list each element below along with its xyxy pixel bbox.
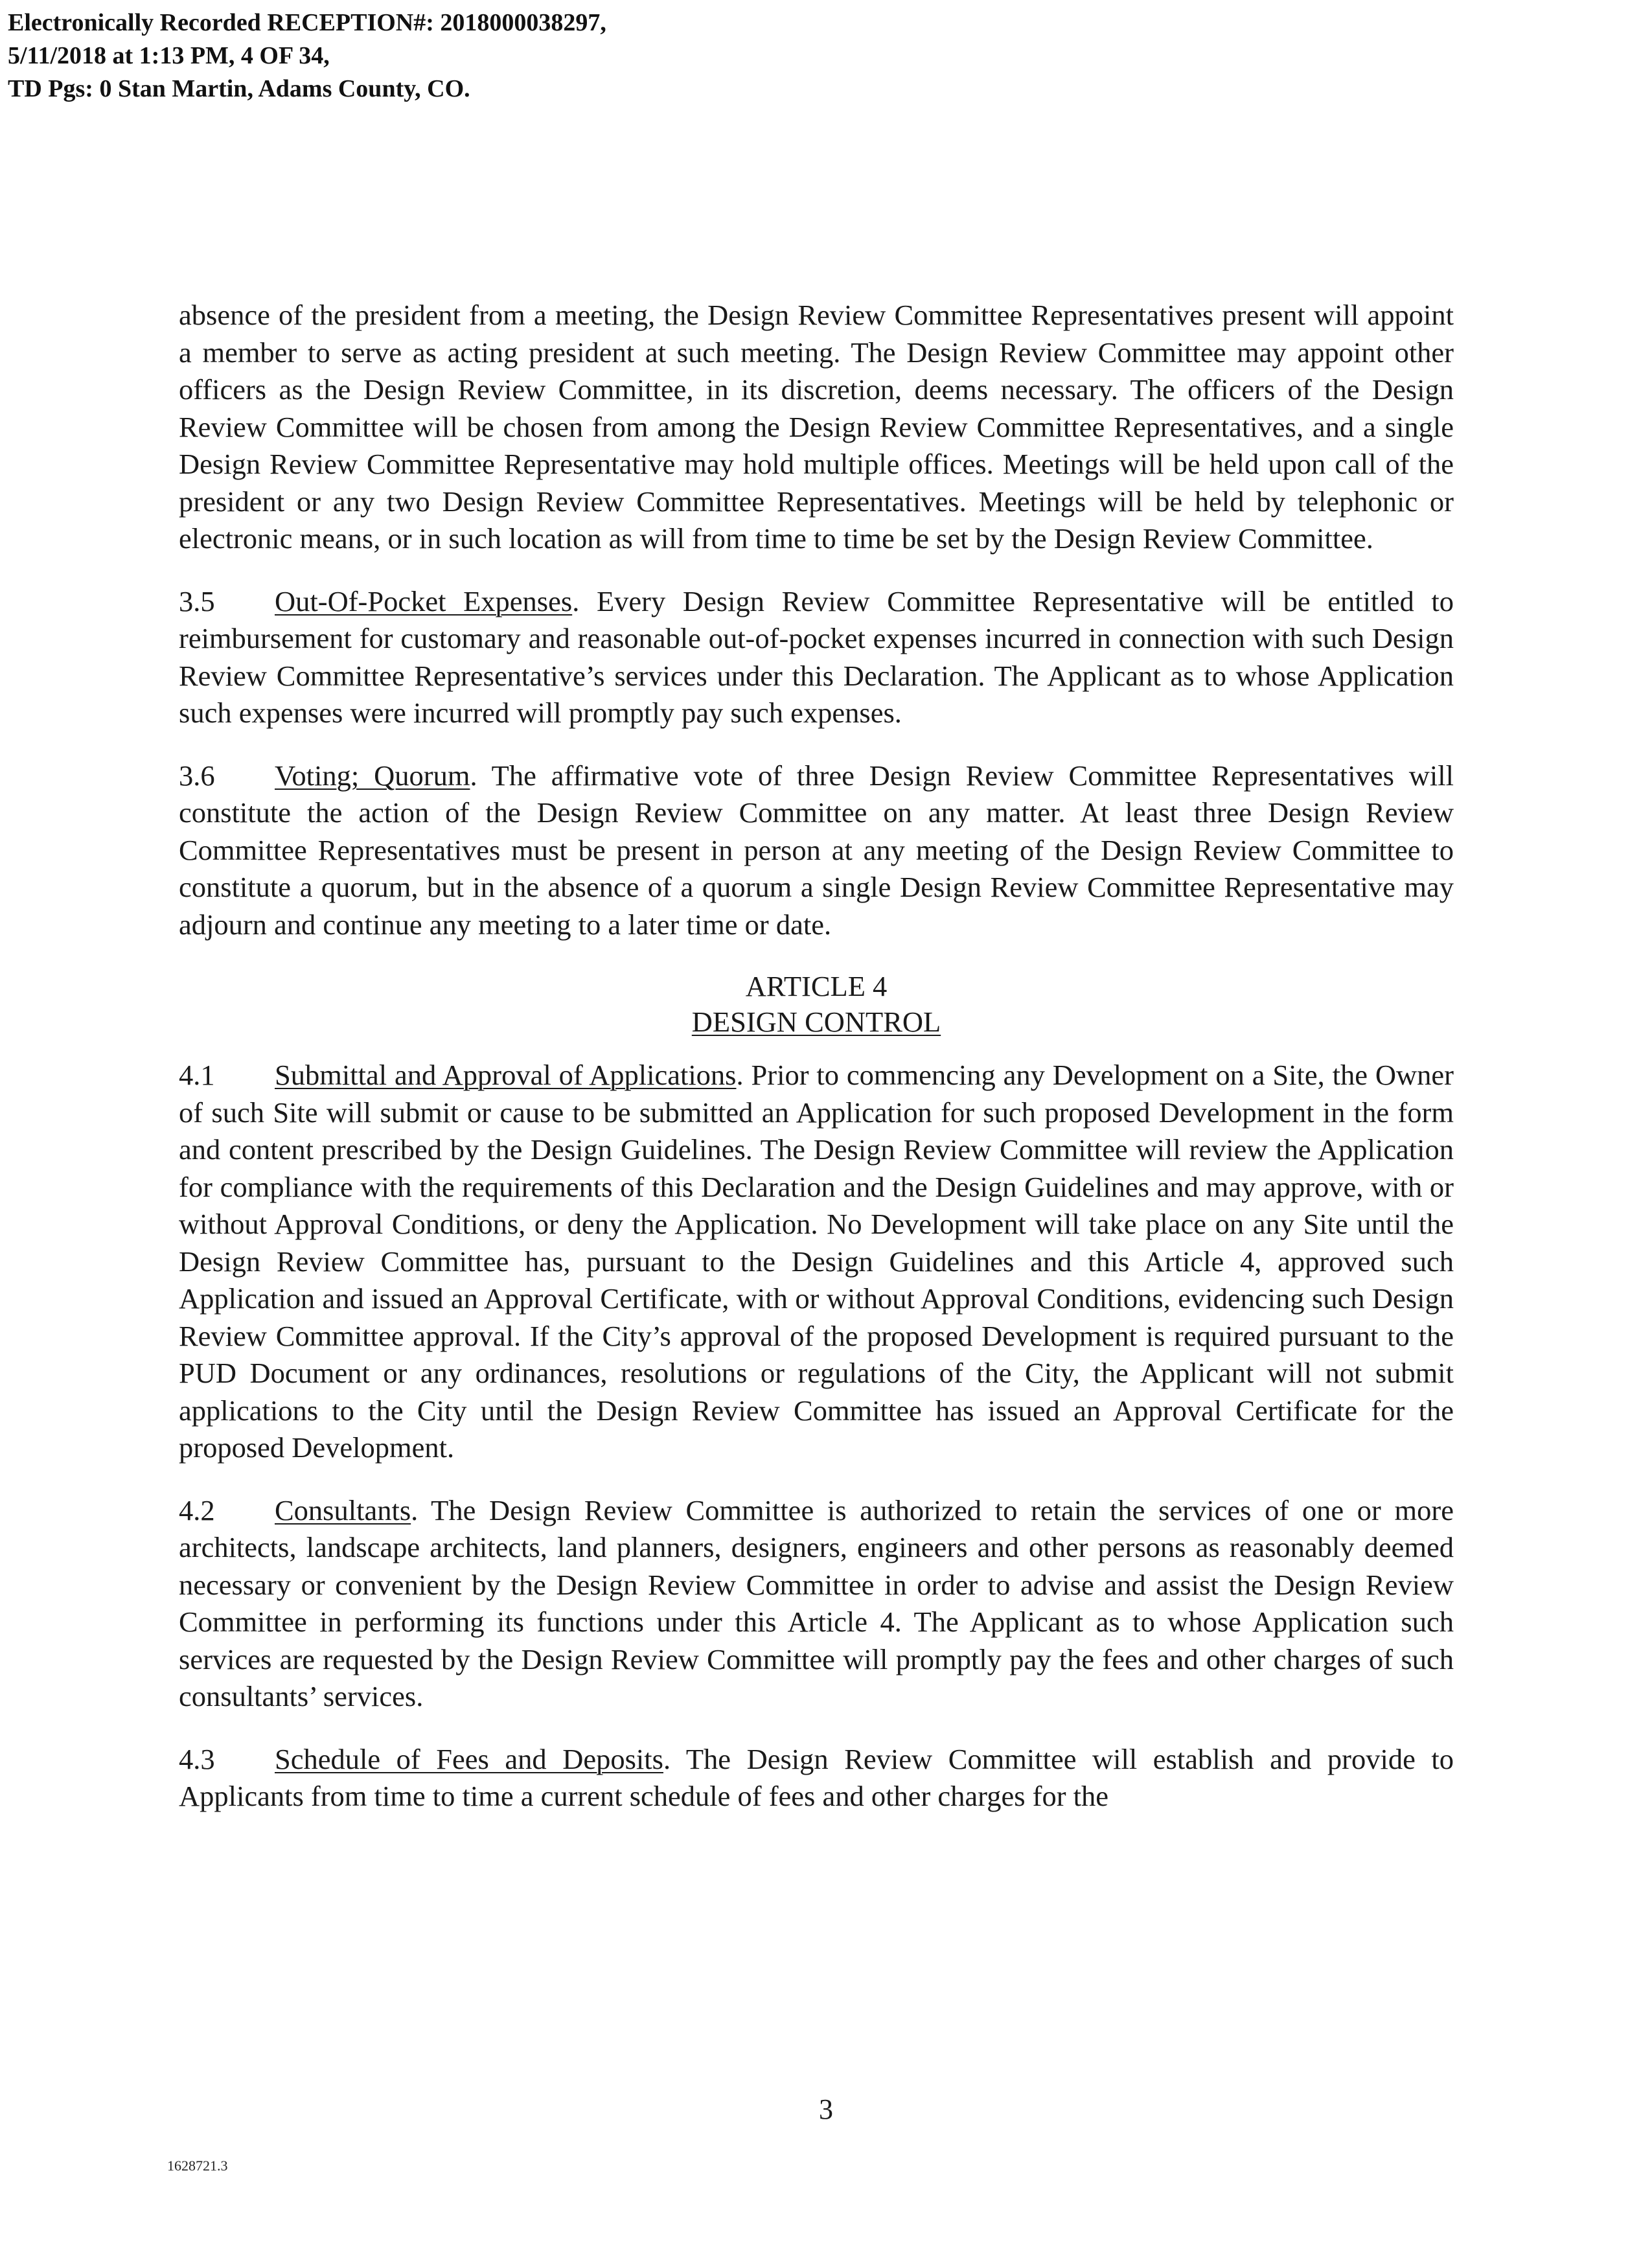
section-title: Schedule of Fees and Deposits: [275, 1742, 663, 1775]
section-text: . The Design Review Committee will establish and provide to Applicants from time to time a current schedule of fees and other charges for the: [179, 1742, 1454, 1812]
section-3-5: [179, 583, 1454, 732]
page-number: 3: [819, 2093, 833, 2125]
section-3-6: [179, 757, 1454, 944]
document-id: 1628721.3: [167, 2158, 228, 2174]
section-number: 3.6: [179, 759, 215, 792]
section-text: . Prior to commencing any Development on a Site, the Owner of such Site will submit or cause to be submitted an Application for such proposed Development in the form and content prescribed by the Design Guidelines. The Design Review Committee will review the Application for compliance with the requirements of this Declaration and the Design Guidelines and may approve, with or without Approval Conditions, or deny the Application. No Development will take place on any Site until the Design Review Committee has, pursuant to the Design Guidelines and this Article 4, approved such Application and issued an Approval Certificate, with or without Approval Conditions, evidencing such Design Review Committee approval. If the City’s approval of the proposed Development is required pursuant to the PUD Document or any ordinances, resolutions or regulations of the City, the Applicant will not submit applications to the City until the Design Review Committee has issued an Approval Certificate for the proposed Development.: [179, 1059, 1454, 1464]
section-text: . Every Design Review Committee Representative will be entitled to reimbursement for customary and reasonable out-of-pocket expenses incurred in connection with such Design Review Committee Representative’s services under this Declaration. The Applicant as to whose Application such expenses were incurred will promptly pay such expenses.: [179, 584, 1454, 729]
recording-stamp: [8, 6, 606, 106]
section-4-2: [179, 1492, 1454, 1716]
recording-stamp-line-1: Electronically Recorded RECEPTION#: 2018000038297,: [8, 9, 606, 36]
recording-stamp-line-2: 5/11/2018 at 1:13 PM, 4 OF 34,: [8, 42, 330, 69]
recording-stamp-line-3: TD Pgs: 0 Stan Martin, Adams County, CO.: [8, 75, 470, 102]
section-text: . The Design Review Committee is authorized to retain the services of one or more architects, landscape architects, land planners, designers, engineers and other persons as reasonably deemed necessary or convenient by the Design Review Committee in order to advise and assist the Design Review Committee in performing its functions under this Article 4. The Applicant as to whose Application such services are requested by the Design Review Committee will promptly pay the fees and other charges of such consultants’ services.: [179, 1493, 1454, 1712]
section-number: 4.1: [179, 1059, 215, 1091]
section-title: Submittal and Approval of Applications: [275, 1059, 737, 1091]
section-text: . The affirmative vote of three Design Review Committee Representatives will constitute the action of the Design Review Committee on any matter. At least three Design Review Committee Representatives must be present in person at any meeting of the Design Review Committee to constitute a quorum, but in the absence of a quorum a single Design Review Committee Representative may adjourn and continue any meeting to a later time or date.: [179, 759, 1454, 941]
article-heading: [179, 969, 1454, 1040]
section-title: Voting; Quorum: [275, 759, 470, 792]
section-number: 4.2: [179, 1493, 215, 1526]
section-title: Consultants: [275, 1493, 411, 1526]
article-label: ARTICLE 4: [745, 970, 888, 1002]
section-number: 4.3: [179, 1742, 215, 1775]
document-body: [179, 297, 1454, 1841]
section-number: 3.5: [179, 584, 215, 617]
section-4-3: [179, 1741, 1454, 1815]
section-title: Out-Of-Pocket Expenses: [275, 584, 573, 617]
section-4-1: [179, 1057, 1454, 1467]
continuation-paragraph: absence of the president from a meeting, the Design Review Committee Representatives present will appoint a member to serve as acting president at such meeting. The Design Review Committee may appoint other officers as the Design Review Committee, in its discretion, deems necessary. The officers of the Design Review Committee will be chosen from among the Design Review Committee Representatives, and a single Design Review Committee Representative may hold multiple offices. Meetings will be held upon call of the president or any two Design Review Committee Representatives. Meetings will be held by telephonic or electronic means, or in such location as will from time to time be set by the Design Review Committee.: [179, 299, 1454, 555]
article-title: DESIGN CONTROL: [691, 1006, 941, 1038]
